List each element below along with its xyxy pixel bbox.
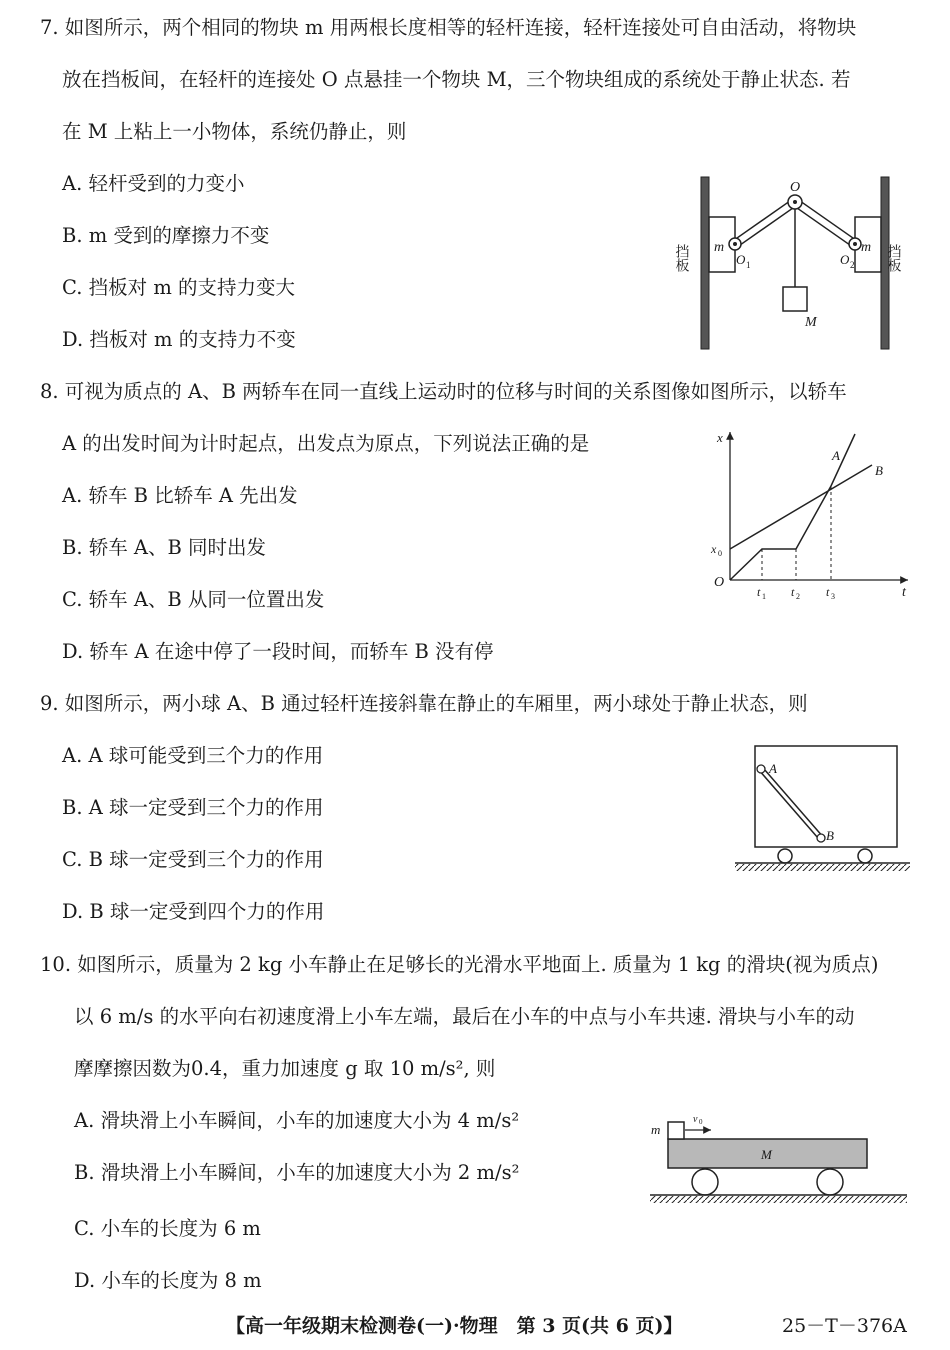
ball-A — [757, 765, 765, 773]
q9-option-b: B. A 球一定受到三个力的作用 — [62, 796, 324, 819]
velocity-label: v — [693, 1114, 698, 1125]
q7-figure — [672, 172, 912, 354]
q7-stem-line-2: 放在挡板间，在轻杆的连接处 O 点悬挂一个物块 M，三个物块组成的系统处于静止状态. 若 — [62, 68, 851, 91]
q7-stem-line-1: 7. 如图所示，两个相同的物块 m 用两根长度相等的轻杆连接，轻杆连接处可自由活动，将物块 — [40, 16, 857, 39]
q8-stem-line-1: 8. 可视为质点的 A、B 两轿车在同一直线上运动时的位移与时间的关系图像如图所示，以轿车 — [40, 380, 847, 403]
q7-option-c: C. 挡板对 m 的支持力变大 — [62, 276, 296, 299]
x0-label: x — [711, 542, 717, 556]
o2-label: O — [840, 252, 850, 267]
o1-subscript: 1 — [746, 260, 751, 270]
o-label: O — [790, 180, 801, 195]
slider-m-label: m — [651, 1122, 661, 1137]
footer-title: 【高一年级期末检测卷(一)·物理 第 3 页(共 6 页)】 — [226, 1315, 683, 1337]
ball-B — [817, 834, 825, 842]
cart-M-label: M — [761, 1147, 772, 1162]
x0-subscript: 0 — [718, 549, 722, 558]
q10-figure — [645, 1110, 915, 1210]
t2-label: t — [791, 585, 795, 599]
q8-option-b: B. 轿车 A、B 同时出发 — [62, 536, 267, 559]
line-B-label: B — [875, 463, 883, 478]
q8-xt-graph — [700, 420, 920, 605]
line-B — [730, 465, 872, 549]
q8-stem-line-2: A 的出发时间为计时起点，出发点为原点，下列说法正确的是 — [62, 432, 590, 455]
q9-figure — [730, 740, 915, 875]
ground-hatch — [650, 1196, 907, 1203]
q10-stem-line-2: 以 6 m/s 的水平向右初速度滑上小车左端，最后在小车的中点与小车共速. 滑块与小车的动 — [74, 1005, 855, 1028]
ball-B-label: B — [826, 828, 834, 843]
q10-option-a: A. 滑块滑上小车瞬间，小车的加速度大小为 4 m/s² — [74, 1109, 520, 1132]
t3-label: t — [826, 585, 830, 599]
left-baffle-label: 挡板 — [673, 244, 689, 272]
left-wheel — [692, 1169, 718, 1195]
t1-label: t — [757, 585, 761, 599]
q8-option-d: D. 轿车 A 在途中停了一段时间，而轿车 B 没有停 — [62, 640, 494, 663]
t-axis-label: t — [902, 585, 906, 600]
q10-stem-line-3: 摩摩擦因数为0.4，重力加速度 g 取 10 m/s², 则 — [74, 1057, 496, 1080]
q9-option-a: A. A 球可能受到三个力的作用 — [62, 744, 324, 767]
o1-label: O — [736, 252, 746, 267]
ground-hatch — [735, 864, 910, 871]
x-axis-label: x — [717, 430, 723, 445]
q10-option-d: D. 小车的长度为 8 m — [74, 1269, 262, 1292]
velocity-subscript: 0 — [699, 1118, 703, 1126]
q10-option-b: B. 滑块滑上小车瞬间，小车的加速度大小为 2 m/s² — [74, 1161, 520, 1184]
M-label: M — [805, 315, 817, 330]
right-m-label: m — [861, 240, 872, 255]
q7-option-b: B. m 受到的摩擦力不变 — [62, 224, 270, 247]
right-wheel — [858, 849, 872, 863]
line-A-label: A — [832, 448, 840, 463]
t1-subscript: 1 — [762, 592, 766, 601]
left-baffle — [701, 177, 709, 349]
t2-subscript: 2 — [796, 592, 800, 601]
q9-option-c: C. B 球一定受到三个力的作用 — [62, 848, 324, 871]
ball-A-label: A — [769, 761, 777, 776]
origin-label: O — [714, 575, 725, 590]
q7-option-a: A. 轻杆受到的力变小 — [62, 172, 245, 195]
left-m-label: m — [714, 240, 725, 255]
slider-m — [668, 1122, 684, 1139]
q10-option-c: C. 小车的长度为 6 m — [74, 1217, 261, 1240]
q10-stem-line-1: 10. 如图所示，质量为 2 kg 小车静止在足够长的光滑水平地面上. 质量为 1 kg 的滑块(视为质点) — [40, 953, 879, 976]
q9-stem-line-1: 9. 如图所示，两小球 A、B 通过轻杆连接斜靠在静止的车厢里，两小球处于静止状态，则 — [40, 692, 808, 715]
q9-option-d: D. B 球一定受到四个力的作用 — [62, 900, 325, 923]
q7-option-d: D. 挡板对 m 的支持力不变 — [62, 328, 296, 351]
right-wheel — [817, 1169, 843, 1195]
left-wheel — [778, 849, 792, 863]
q8-option-c: C. 轿车 A、B 从同一位置出发 — [62, 588, 325, 611]
t3-subscript: 3 — [831, 592, 835, 601]
q7-stem-line-3: 在 M 上粘上一小物体，系统仍静止，则 — [62, 120, 407, 143]
o2-subscript: 2 — [850, 260, 855, 270]
block-M — [783, 287, 807, 311]
footer-code: 25－T－376A — [782, 1315, 907, 1337]
q8-option-a: A. 轿车 B 比轿车 A 先出发 — [62, 484, 298, 507]
right-baffle-label: 挡板 — [885, 244, 901, 272]
